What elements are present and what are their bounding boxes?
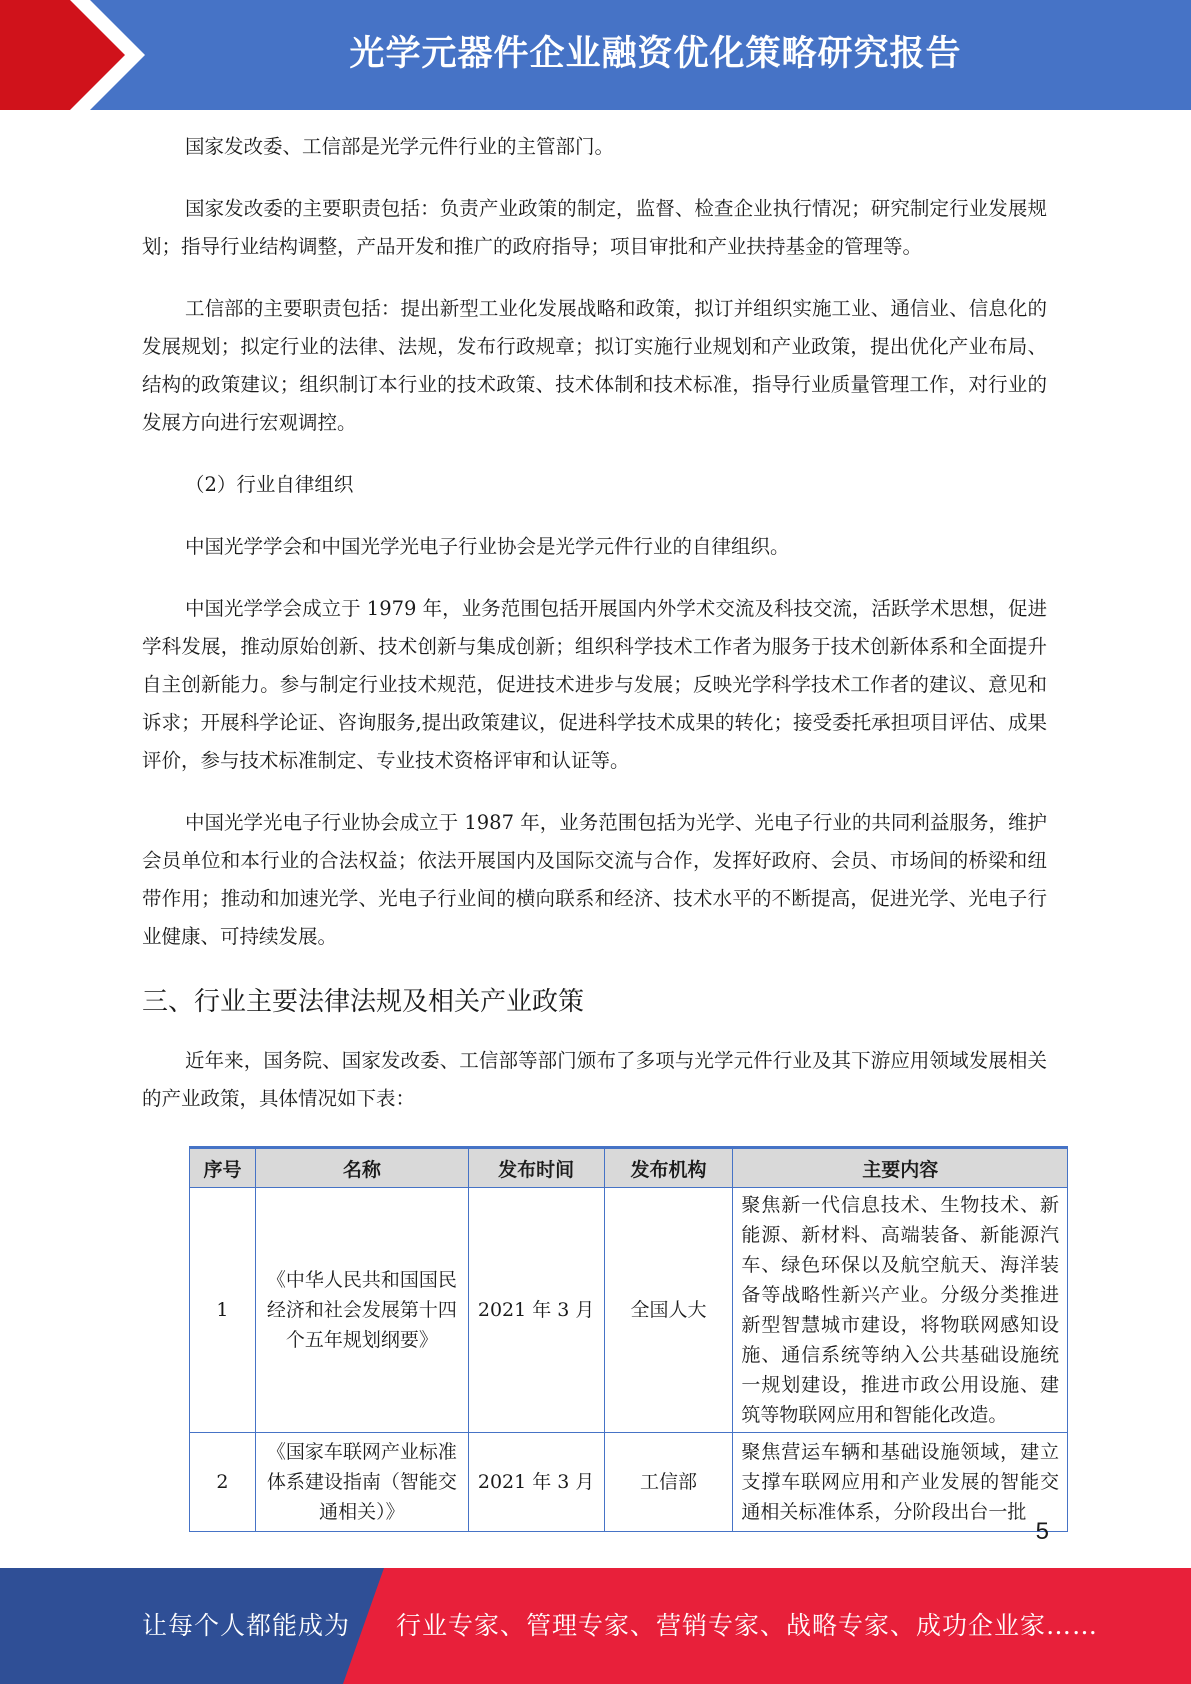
cell-no: 2 (190, 1433, 256, 1532)
column-header: 名称 (255, 1149, 468, 1188)
column-header: 序号 (190, 1149, 256, 1188)
page-footer (0, 1568, 1191, 1684)
report-title: 光学元器件企业融资优化策略研究报告 (349, 34, 962, 74)
paragraph: 国家发改委的主要职责包括：负责产业政策的制定，监督、检查企业执行情况；研究制定行业发展规划；指导行业结构调整，产品开发和推广的政府指导；项目审批和产业扶持基金的管理等。 (142, 197, 1047, 258)
paragraph: 近年来，国务院、国家发改委、工信部等部门颁布了多项与光学元件行业及其下游应用领域发展相关的产业政策，具体情况如下表： (142, 1049, 1047, 1110)
cell-content: 聚焦营运车辆和基础设施领域，建立支撑车联网应用和产业发展的智能交通相关标准体系，分阶段出台一批 (733, 1433, 1068, 1532)
column-header: 发布机构 (604, 1149, 733, 1188)
column-header: 发布时间 (468, 1149, 604, 1188)
table-row (190, 1188, 1068, 1433)
paragraph: 工信部的主要职责包括：提出新型工业化发展战略和政策，拟订并组织实施工业、通信业、信息化的发展规划；拟定行业的法律、法规，发布行政规章；拟订实施行业规划和产业政策，提出优化产业布局、结构的政策建议；组织制订本行业的技术政策、技术体制和技术标准，指导行业质量管理工作，对行业的发展方向进行宏观调控。 (142, 297, 1047, 434)
policy-table (189, 1148, 1068, 1532)
footer-slogan-right: 行业专家、管理专家、营销专家、战略专家、成功企业家…… (396, 1611, 1099, 1640)
paragraph: 中国光学学会成立于 1979 年，业务范围包括开展国内外学术交流及科技交流，活跃学术思想，促进学科发展，推动原始创新、技术创新与集成创新；组织科学技术工作者为服务于技术创新体系和全面提升自主创新能力。参与制定行业技术规范，促进技术进步与发展；反映光学科学技术工作者的建议、意见和诉求；开展科学论证、咨询服务,提出政策建议，促进科学技术成果的转化；接受委托承担项目评估、成果评价，参与技术标准制定、专业技术资格评审和认证等。 (142, 597, 1047, 772)
footer-slogan-left: 让每个人都能成为 (142, 1611, 351, 1640)
cell-org: 全国人大 (604, 1188, 733, 1433)
cell-content: 聚焦新一代信息技术、生物技术、新能源、新材料、高端装备、新能源汽车、绿色环保以及航空航天、海洋装备等战略性新兴产业。分级分类推进新型智慧城市建设，将物联网感知设施、通信系统等纳入公共基础设施统一规划建设，推进市政公用设施、建筑等物联网应用和智能化改造。 (733, 1188, 1068, 1433)
paragraph: 中国光学学会和中国光学光电子行业协会是光学元件行业的自律组织。 (185, 535, 790, 558)
cell-name: 《中华人民共和国国民经济和社会发展第十四个五年规划纲要》 (255, 1188, 468, 1433)
main-content (142, 128, 1047, 1142)
paragraph: 国家发改委、工信部是光学元件行业的主管部门。 (185, 135, 615, 158)
paragraph: 中国光学光电子行业协会成立于 1987 年，业务范围包括为光学、光电子行业的共同利益服务，维护会员单位和本行业的合法权益；依法开展国内及国际交流与合作，发挥好政府、会员、市场间的桥梁和纽带作用；推动和加速光学、光电子行业间的横向联系和经济、技术水平的不断提高，促进光学、光电子行业健康、可持续发展。 (142, 811, 1047, 948)
subheading: （2）行业自律组织 (185, 473, 354, 496)
cell-date: 2021 年 3 月 (468, 1433, 604, 1532)
section-title: 三、行业主要法律法规及相关产业政策 (142, 987, 585, 1017)
page-number: 5 (1035, 1518, 1049, 1545)
page-header (0, 0, 1191, 110)
cell-no: 1 (190, 1188, 256, 1433)
table-row (190, 1433, 1068, 1532)
cell-date: 2021 年 3 月 (468, 1188, 604, 1433)
cell-org: 工信部 (604, 1433, 733, 1532)
column-header: 主要内容 (733, 1149, 1068, 1188)
cell-name: 《国家车联网产业标准体系建设指南（智能交通相关）》 (255, 1433, 468, 1532)
table-header-row (190, 1149, 1068, 1188)
